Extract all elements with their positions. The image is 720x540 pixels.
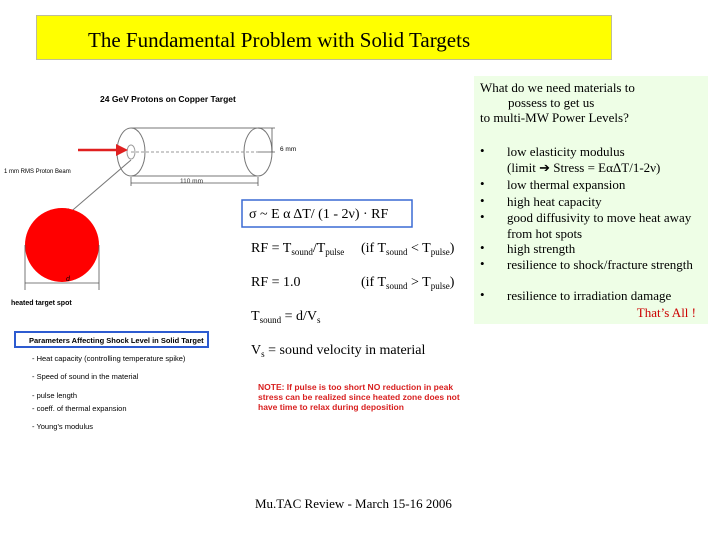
radius-label: 6 mm xyxy=(280,146,297,153)
bullet-icon: • xyxy=(480,209,485,224)
requirement-item: resilience to shock/fracture strength xyxy=(507,257,693,272)
parameters-heading: Parameters Affecting Shock Level in Solid Target xyxy=(29,336,204,345)
bullet-icon: • xyxy=(480,176,485,191)
requirement-item: high strength xyxy=(507,241,576,256)
pulse-note: NOTE: If pulse is too short NO reduction in peak stress can be realized since heated zone does not have time to relax during deposition xyxy=(258,382,460,412)
length-label: 110 mm xyxy=(180,178,203,185)
spot-label: heated target spot xyxy=(11,300,72,307)
footer: Mu.TAC Review - March 15-16 2006 xyxy=(255,496,452,511)
requirement-item: resilience to irradiation damage xyxy=(507,288,672,303)
tsound-equation: $T_{sound} = d/V_s$ xyxy=(251,309,321,325)
requirement-item: high heat capacity xyxy=(507,194,602,209)
question-line: possess to get us xyxy=(508,95,595,110)
question-line: What do we need materials to xyxy=(480,80,635,95)
diagram-heading: 24 GeV Protons on Copper Target xyxy=(100,94,236,104)
bullet-icon: • xyxy=(480,143,485,158)
heated-target-spot xyxy=(25,208,99,282)
vs-equation: $V_s$ = sound velocity in material xyxy=(251,343,426,359)
spot-pointer xyxy=(67,160,131,215)
bullet-icon: • xyxy=(480,240,485,255)
slide-title: The Fundamental Problem with Solid Targets xyxy=(88,28,471,52)
beam-arrowhead xyxy=(116,144,128,156)
stress-equation: σ ~ E α ΔT/ (1 - 2ν) · RF xyxy=(249,207,389,222)
radius-marker xyxy=(258,128,275,152)
rf-condition-1: (if $T_{sound} < T_{pulse}$) xyxy=(361,241,455,257)
parameter-item: - Speed of sound in the material xyxy=(32,372,139,381)
requirement-item: low thermal expansion xyxy=(507,177,626,192)
bullet-icon: • xyxy=(480,256,485,271)
parameter-item: - Young's modulus xyxy=(32,422,94,431)
parameter-item: - Heat capacity (controlling temperature spike) xyxy=(32,354,186,363)
requirement-item: (limit ➔ Stress = EαΔT/1-2ν) xyxy=(507,160,661,175)
copper-cylinder xyxy=(117,128,272,176)
beam-label: 1 mm RMS Proton Beam xyxy=(4,169,71,175)
question-line: to multi-MW Power Levels? xyxy=(480,110,629,125)
rf-equation-2: RF = 1.0 xyxy=(251,275,301,290)
parameter-item: - coeff. of thermal expansion xyxy=(32,404,127,413)
requirement-item: low elasticity modulus xyxy=(507,144,625,159)
panel-question xyxy=(480,80,704,125)
rf-equation-1: RF = $T_{sound}/T_{pulse}$ xyxy=(251,241,345,257)
requirement-item: good diffusivity to move heat away from hot spots xyxy=(507,210,692,241)
rf-condition-2: (if $T_{sound} > T_{pulse}$) xyxy=(361,275,455,291)
bullet-icon: • xyxy=(480,287,485,302)
parameter-item: - pulse length xyxy=(32,391,78,400)
diameter-label: d xyxy=(66,276,70,283)
closing-remark: That’s All ! xyxy=(636,305,696,320)
bullet-icon: • xyxy=(480,193,485,208)
